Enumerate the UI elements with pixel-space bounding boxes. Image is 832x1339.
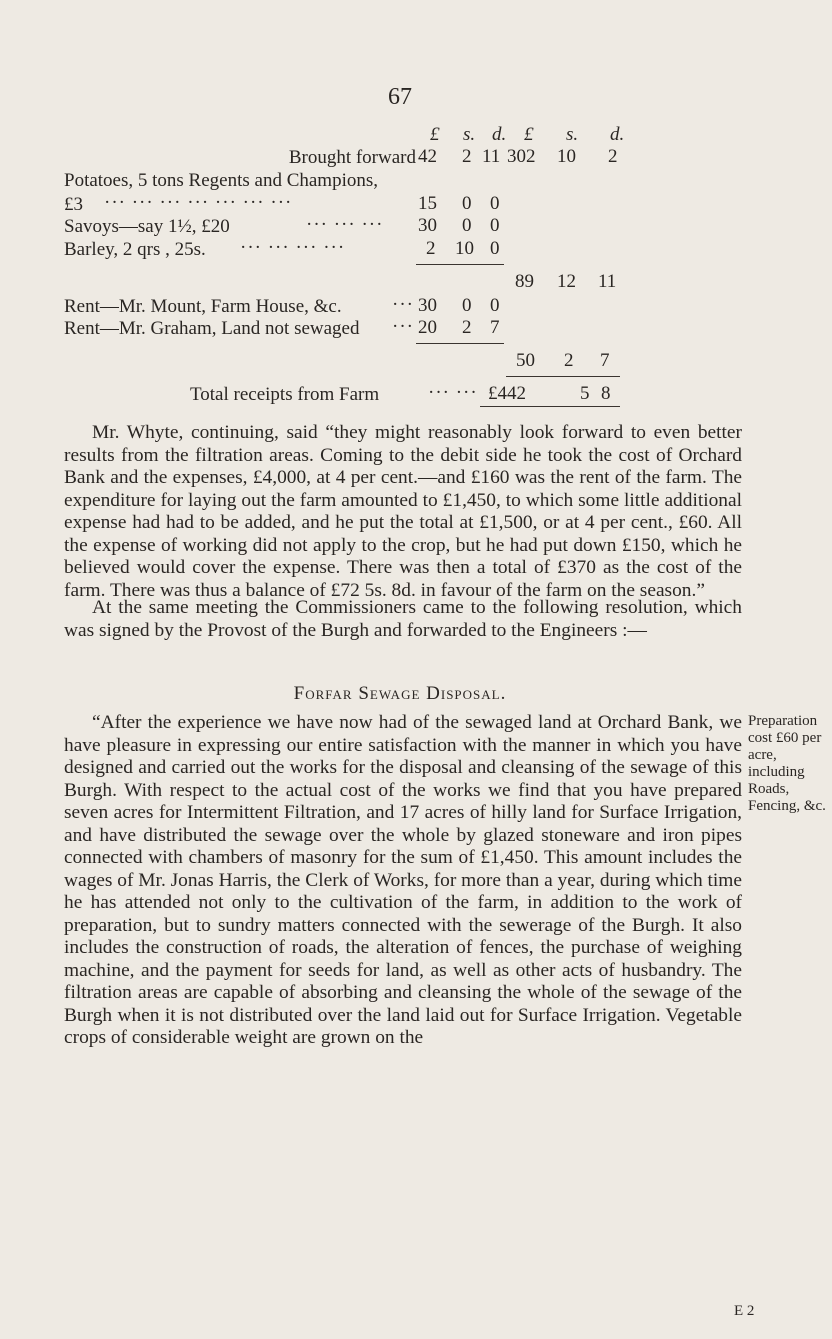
row-potatoes-l1: 15: [418, 193, 437, 214]
paragraph-resolution: At the same meeting the Commissioners came to the following resolution, which was signed by the Provost of the Burgh and forwarded to the Engineers :—: [64, 597, 742, 641]
subtotal-2-shillings: 2: [564, 350, 574, 371]
row-potatoes-leader: ··· ··· ··· ··· ··· ··· ···: [104, 192, 293, 213]
subtotal-2-pounds: 50: [516, 350, 535, 371]
header-pounds-1: £: [430, 124, 440, 145]
subtotal-1-shillings: 12: [557, 271, 576, 292]
total-pence: 8: [601, 383, 611, 404]
row-potatoes-price: £3: [64, 194, 83, 215]
row-brought-forward-d2: 2: [608, 146, 618, 167]
signature-mark: E 2: [734, 1303, 755, 1319]
total-shillings: 5: [580, 383, 590, 404]
row-savoys-s1: 0: [462, 215, 472, 236]
row-rent-graham-d1: 7: [490, 317, 500, 338]
total-rule-bottom: [480, 406, 620, 407]
subtotal-2-pence: 7: [600, 350, 610, 371]
header-pence-1: d.: [492, 124, 507, 145]
row-rent-mount-l1: 30: [418, 295, 437, 316]
row-brought-forward-s2: 10: [557, 146, 576, 167]
row-barley-s1: 10: [455, 238, 474, 259]
row-potatoes-d1: 0: [490, 193, 500, 214]
row-brought-forward-label: Brought forward: [288, 147, 416, 168]
paragraph-whyte: Mr. Whyte, continuing, said “they might reasonably look forward to even better results from the filtration areas. Coming to the debit side he took the cost of Orchard Bank and the expenses, £4,000, at 4 per cent.—and £160 was the rent of the farm. The expenditure for laying out the farm amounted to £1,450, to which some little additional expense had had to be added, and he put the total at £1,500, or at 4 per cent., £60. All the expense of working did not apply to the crop, but he had put down £150, which he believed would cover the expense. There was then a total of £370 as the cost of the farm. There was thus a balance of £72 5s. 8d. in favour of the farm on the season.”: [64, 422, 742, 601]
row-rent-graham-label: Rent—Mr. Graham, Land not sewaged: [64, 318, 360, 339]
paragraph-letter: “After the experience we have now had of the sewaged land at Orchard Bank, we have pleasure in expressing our entire satisfaction with the manner in which you have designed and carried out the works for the disposal and cleansing of the sewage of this Burgh. With respect to the actual cost of the works we find that you have prepared seven acres for Intermittent Filtration, and 17 acres of hilly land for Surface Irrigation, and have distributed the sewage over the whole by glazed stoneware and iron pipes connected with chambers of masonry for the sum of £1,450. This amount includes the wages of Mr. Jonas Harris, the Clerk of Works, for more than a year, during which time he has attended not only to the cultivation of the farm, in addition to the work of preparation, but to sundry matters connected with the sewerage of the Burgh. It also includes the construction of roads, the alteration of fences, the purchase of weighing machine, and the payment for seeds for land, as well as other acts of husbandry. The filtration areas are capable of absorbing and cleansing the whole of the sewage of the Burgh when it is not distributed over the land laid out for Surface Irrigation. Vegetable crops of considerable weight are grown on the: [64, 712, 742, 1048]
total-rule-top: [506, 376, 620, 377]
section-heading: Forfar Sewage Disposal.: [293, 683, 507, 704]
subtotal-rule-2: [416, 343, 504, 344]
total-pounds: £442: [488, 383, 526, 404]
header-shillings-2: s.: [566, 124, 579, 145]
row-potatoes-label: Potatoes, 5 tons Regents and Champions,: [64, 170, 379, 191]
row-brought-forward-s1: 2: [462, 146, 472, 167]
row-barley-l1: 2: [426, 238, 436, 259]
header-pounds-2: £: [524, 124, 534, 145]
subtotal-rule-1: [416, 264, 504, 265]
row-savoys-d1: 0: [490, 215, 500, 236]
total-label: Total receipts from Farm: [190, 384, 380, 405]
row-rent-graham-leader: ···: [392, 316, 414, 337]
row-rent-mount-s1: 0: [462, 295, 472, 316]
row-barley-leader: ··· ··· ··· ···: [240, 237, 346, 258]
total-leader: ··· ···: [428, 382, 478, 403]
row-brought-forward-l1: 42: [418, 146, 437, 167]
row-rent-mount-label: Rent—Mr. Mount, Farm House, &c.: [64, 296, 342, 317]
row-rent-graham-l1: 20: [418, 317, 437, 338]
subtotal-1-pence: 11: [598, 271, 617, 292]
row-rent-mount-leader: ···: [392, 294, 414, 315]
row-brought-forward-d1: 11: [482, 146, 501, 167]
margin-note: Preparation cost £60 per acre, including Roads, Fencing, &c.: [748, 713, 826, 814]
row-rent-mount-d1: 0: [490, 295, 500, 316]
header-pence-2: d.: [610, 124, 625, 145]
row-brought-forward-l2: 302: [507, 146, 536, 167]
row-barley-label: Barley, 2 qrs , 25s.: [64, 239, 206, 260]
row-savoys-label: Savoys—say 1½, £20: [64, 216, 230, 237]
row-savoys-leader: ··· ··· ···: [306, 214, 384, 235]
row-potatoes-s1: 0: [462, 193, 472, 214]
row-barley-d1: 0: [490, 238, 500, 259]
row-savoys-l1: 30: [418, 215, 437, 236]
page-number: 67: [388, 84, 412, 110]
header-shillings-1: s.: [463, 124, 476, 145]
row-rent-graham-s1: 2: [462, 317, 472, 338]
subtotal-1-pounds: 89: [515, 271, 534, 292]
